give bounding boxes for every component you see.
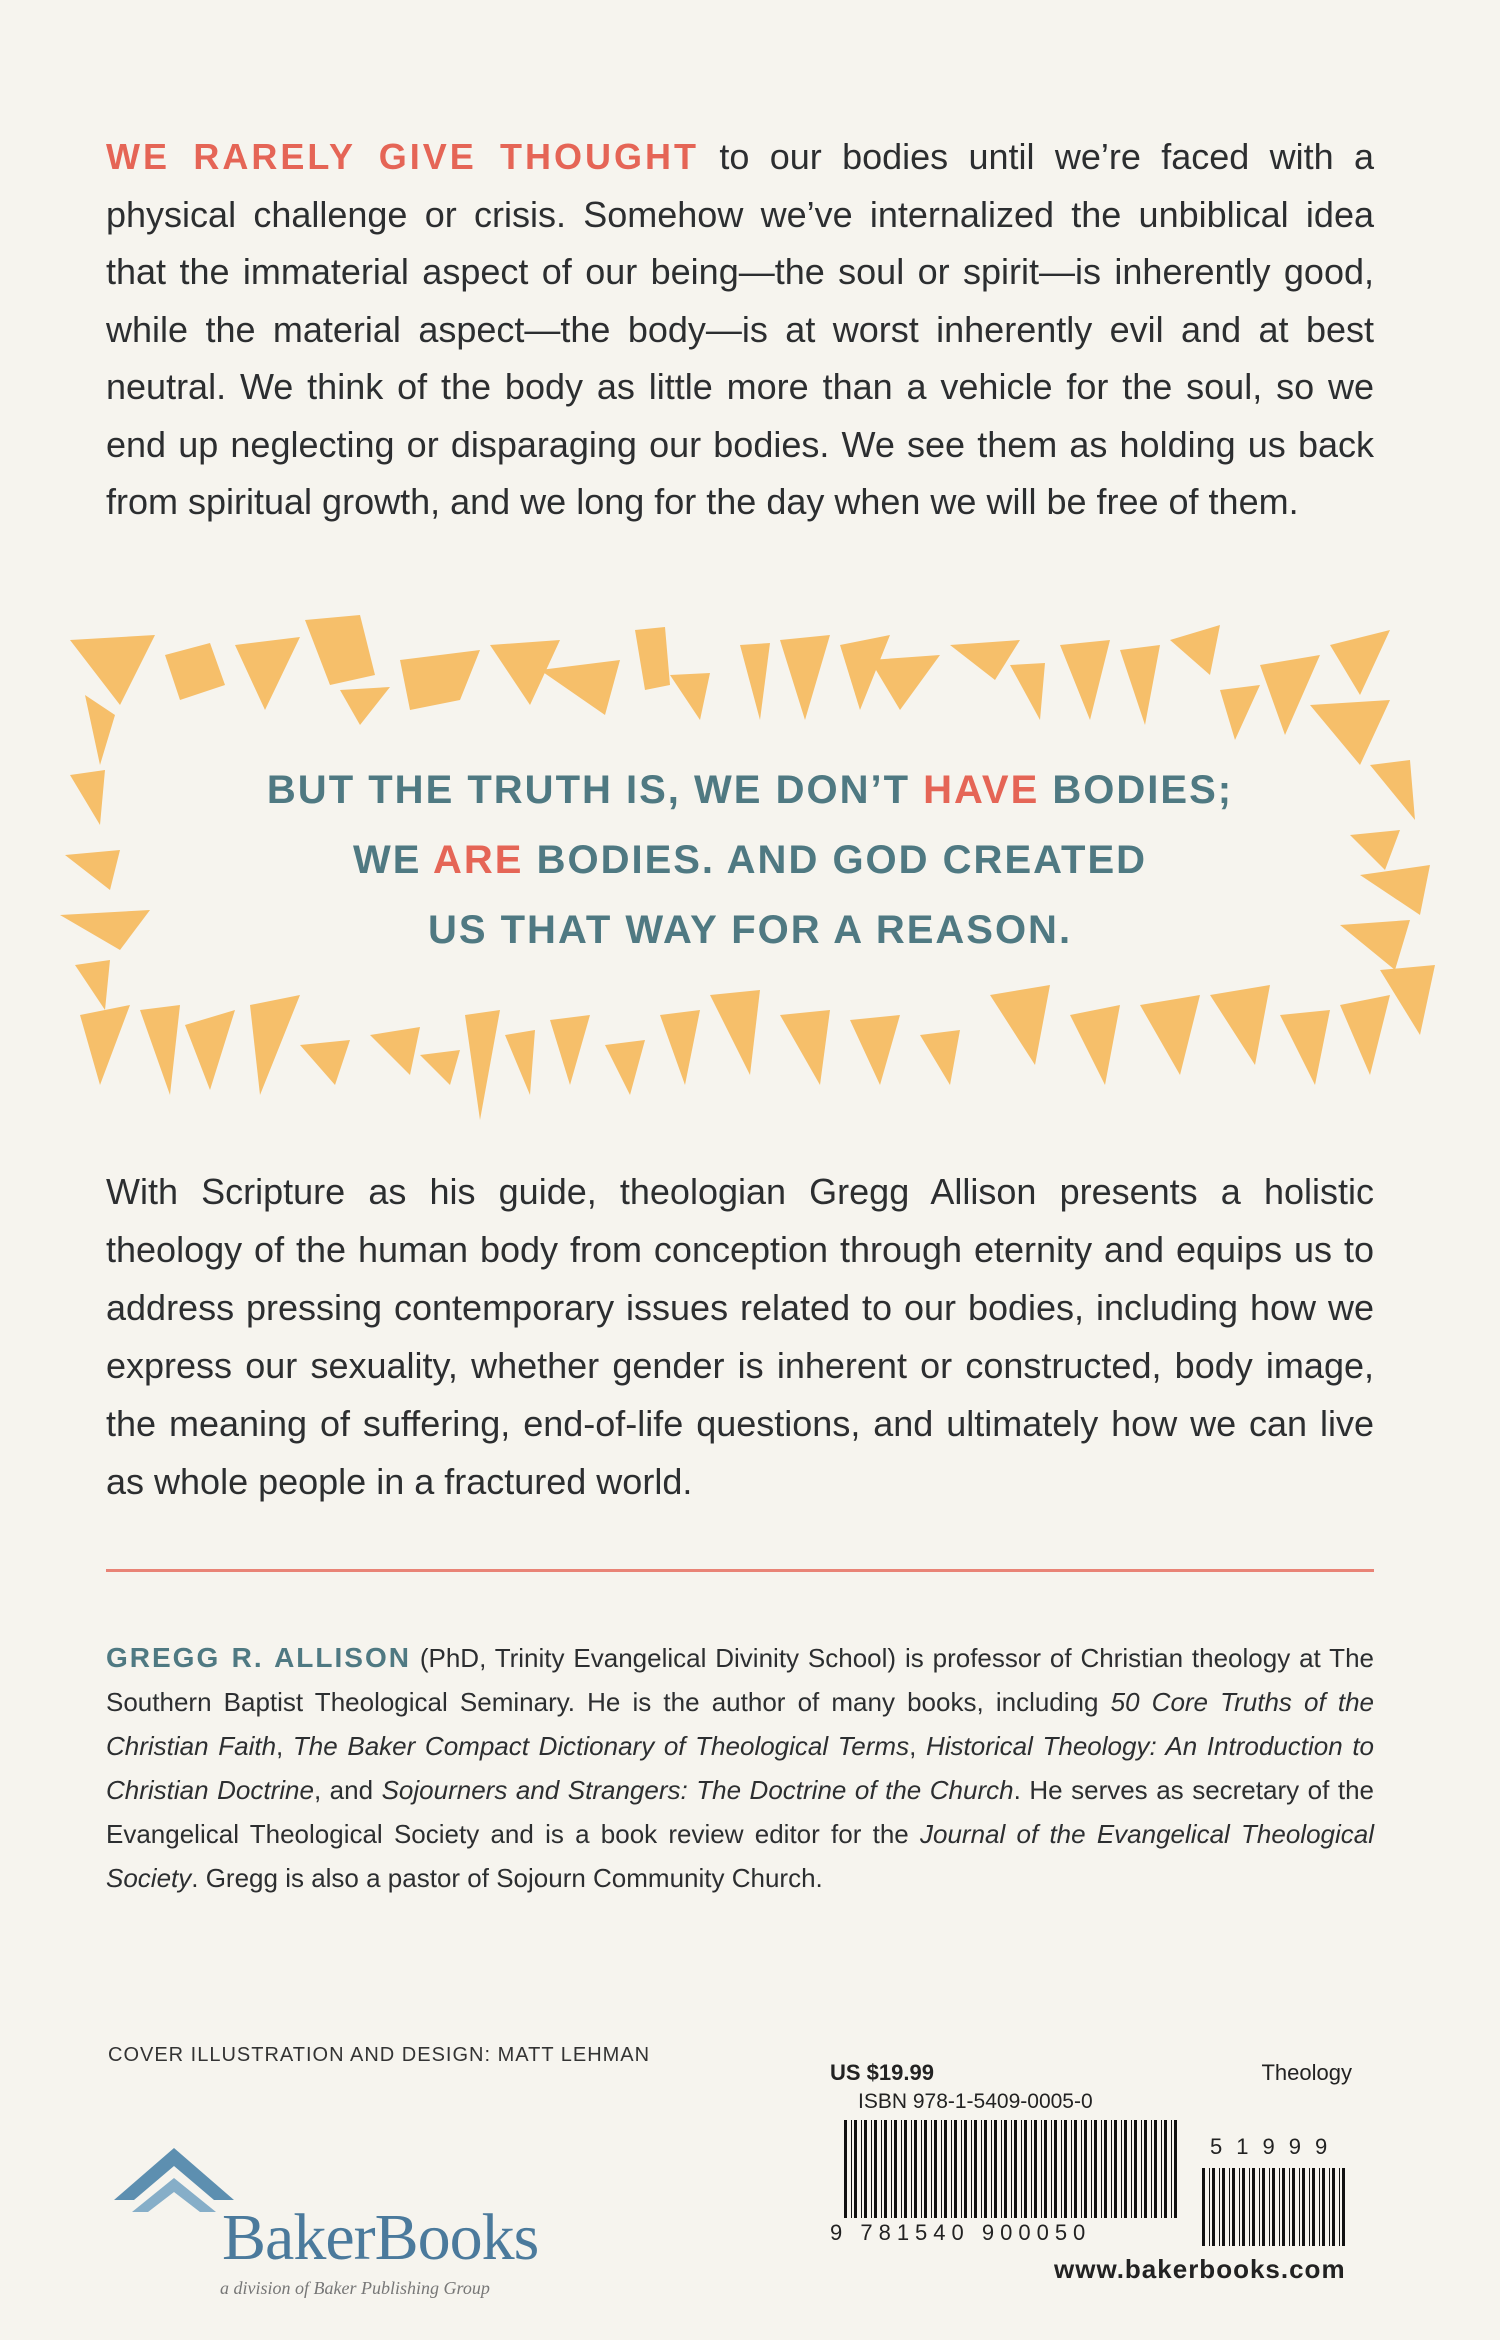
bio-book-1: 50 Core Truths of the Christian Faith (106, 1687, 1374, 1761)
barcode-bar (1272, 2168, 1275, 2246)
barcode-bar (951, 2120, 952, 2218)
bio-text-4: , and (313, 1775, 382, 1805)
barcode-bar (1034, 2120, 1037, 2218)
barcode-bar (974, 2120, 977, 2218)
barcode-bar (1024, 2120, 1027, 2218)
barcode-bar (884, 2120, 887, 2218)
bio-book-3: Historical Theology: An Introduction to Christian Doctrine (106, 1731, 1375, 1805)
barcode-bar (1222, 2168, 1225, 2246)
barcode-addon (1200, 2168, 1350, 2246)
bio-journal: Journal of the Evangelical Theological Society (106, 1819, 1375, 1893)
barcode-addon-digits: 51999 (1210, 2134, 1342, 2159)
barcode-bar (1054, 2120, 1057, 2218)
barcode-bar (1121, 2120, 1122, 2218)
barcode-bar (1171, 2120, 1172, 2218)
barcode-bar (911, 2120, 912, 2218)
barcode-bar (1064, 2120, 1067, 2218)
barcode-bar (1044, 2120, 1047, 2218)
barcode-bar (881, 2120, 882, 2218)
barcode-bar (1212, 2168, 1215, 2246)
intro-lead: WE RARELY GIVE THOUGHT (106, 136, 700, 177)
barcode-bar (1094, 2120, 1097, 2218)
quote-highlight-are: ARE (433, 838, 524, 882)
barcode-bar (1302, 2168, 1305, 2246)
barcode-bar (1339, 2168, 1340, 2246)
bio-text-6: . Gregg is also a pastor of Sojourn Community Church. (191, 1863, 823, 1893)
barcode-bar (871, 2120, 872, 2218)
price: US $19.99 (830, 2060, 934, 2085)
author-name: GREGG R. ALLISON (106, 1642, 411, 1673)
quote-text-3: WE (352, 838, 433, 882)
book-description: With Scripture as his guide, theologian Gregg Allison presents a holistic theology of the human body from conception through eternity and equips us to address pressing contemporary issues related to our bodies, including how we express our sexuality, whether gender is inherent or constructed, body image, the meaning of suffering, end-of-life questions, and ultimately how we can live as whole people in a fractured world. (106, 1171, 1374, 1502)
publisher-tagline: a division of Baker Publishing Group (220, 2278, 490, 2298)
barcode-bar (1309, 2168, 1310, 2246)
barcode-bar (1081, 2120, 1082, 2218)
barcode-bar (1041, 2120, 1042, 2218)
cover-credit: COVER ILLUSTRATION AND DESIGN: MATT LEHMAN (108, 2044, 651, 2066)
barcode-bar (1074, 2120, 1077, 2218)
barcode-bar (991, 2120, 992, 2218)
barcode-bar (1001, 2120, 1002, 2218)
barcode-bar (894, 2120, 897, 2218)
barcode-bar (1322, 2168, 1325, 2246)
bio-text-3: , (909, 1731, 926, 1761)
barcode-bar (1342, 2168, 1345, 2246)
barcode-bar (1161, 2120, 1162, 2218)
barcode-bar (1144, 2120, 1147, 2218)
barcode-bar (1312, 2168, 1315, 2246)
barcode-bar (1269, 2168, 1270, 2246)
intro-paragraph (106, 128, 1374, 531)
barcode-bar (1051, 2120, 1052, 2218)
barcode-bar (1319, 2168, 1320, 2246)
barcode-bar (921, 2120, 922, 2218)
barcode-bar (914, 2120, 917, 2218)
barcode-bar (944, 2120, 947, 2218)
barcode-bar (1084, 2120, 1087, 2218)
barcode-bar (1151, 2120, 1152, 2218)
publisher-logo (104, 2140, 624, 2298)
bio-text-5: . He serves as secretary of the Evangelical Theological Society and is a book review editor for the (106, 1775, 1374, 1849)
publisher-name: BakerBooks (222, 2201, 539, 2274)
barcode-bar (994, 2120, 997, 2218)
category: Theology (1261, 2060, 1352, 2085)
barcode-bar (984, 2120, 987, 2218)
barcode-bar (1061, 2120, 1062, 2218)
barcode-bar (961, 2120, 962, 2218)
barcode-main (842, 2120, 1182, 2218)
bio-text-2: , (276, 1731, 293, 1761)
barcode-bar (904, 2120, 907, 2218)
intro-text: to our bodies until we’re faced with a physical challenge or crisis. Somehow we’ve internalized the unbiblical idea that the immaterial aspect of our being—the soul or spirit—is inherently good, while the material aspect—the body—is at worst inherently evil and at best neutral. We think of the body as little more than a vehicle for the soul, so we end up neglecting or disparaging our bodies. We see them as holding us back from spiritual growth, and we long for the day when we will be free of them. (106, 136, 1374, 522)
barcode-bar (1141, 2120, 1142, 2218)
bio-text-1: (PhD, Trinity Evangelical Divinity School) is professor of Christian theology at The Southern Baptist Theological Seminary. He is the author of many books, including (106, 1643, 1374, 1717)
barcode-bar (1004, 2120, 1007, 2218)
barcode-bar (1209, 2168, 1210, 2246)
barcode-bar (1289, 2168, 1290, 2246)
quote-highlight-have: HAVE (923, 768, 1040, 812)
barcode-bar (861, 2120, 862, 2218)
barcode-bar (1104, 2120, 1107, 2218)
retail-block (830, 2060, 1360, 2290)
barcode-bar (971, 2120, 972, 2218)
barcode-bar (1091, 2120, 1092, 2218)
barcode-bar (1292, 2168, 1295, 2246)
barcode-bar (1114, 2120, 1117, 2218)
barcode-bar (981, 2120, 982, 2218)
barcode-bar (924, 2120, 927, 2218)
barcode-bar (1164, 2120, 1167, 2218)
barcode-bar (1279, 2168, 1280, 2246)
website: www.bakerbooks.com (1054, 2254, 1346, 2284)
barcode-bar (954, 2120, 957, 2218)
barcode-bar (1219, 2168, 1220, 2246)
bio-book-2: The Baker Compact Dictionary of Theological Terms (292, 1731, 910, 1761)
barcode-bar (1011, 2120, 1012, 2218)
barcode-bar (1071, 2120, 1072, 2218)
barcode-bar (1174, 2120, 1177, 2218)
barcode-bar (941, 2120, 942, 2218)
barcode-bar (1014, 2120, 1017, 2218)
barcode-bar (1154, 2120, 1157, 2218)
barcode-bar (1021, 2120, 1022, 2218)
barcode-bar (1262, 2168, 1265, 2246)
barcode-bar (1329, 2168, 1330, 2246)
barcode-bar (1131, 2120, 1132, 2218)
barcode-bar (1259, 2168, 1260, 2246)
barcode-bar (1299, 2168, 1300, 2246)
barcode-bar (874, 2120, 877, 2218)
barcode-bar (1252, 2168, 1255, 2246)
barcode-bar (901, 2120, 902, 2218)
barcode-bar (1332, 2168, 1335, 2246)
pull-quote (170, 755, 1330, 965)
quote-text-4: BODIES. AND GOD CREATED (523, 838, 1148, 882)
barcode-bar (964, 2120, 967, 2218)
barcode-bar (844, 2120, 847, 2218)
author-bio (106, 1636, 1374, 1900)
barcode-bar (1031, 2120, 1032, 2218)
barcode-bar (934, 2120, 937, 2218)
barcode-bar (1242, 2168, 1245, 2246)
quote-text-2: BODIES; (1039, 768, 1234, 812)
barcode-bar (1229, 2168, 1230, 2246)
barcode-bar (851, 2120, 852, 2218)
barcode-bar (1232, 2168, 1235, 2246)
quote-text-1: BUT THE TRUTH IS, WE DON’T (266, 768, 924, 812)
barcode-bar (854, 2120, 857, 2218)
barcode-bar (864, 2120, 867, 2218)
isbn: ISBN 978-1-5409-0005-0 (858, 2090, 1093, 2113)
barcode-digits: 9 781540 900050 (830, 2220, 1092, 2245)
divider-rule (106, 1569, 1374, 1572)
barcode-bar (1134, 2120, 1137, 2218)
barcode-bar (1282, 2168, 1285, 2246)
barcode-bar (1111, 2120, 1112, 2218)
bio-book-4: Sojourners and Strangers: The Doctrine of the Church (381, 1775, 1014, 1805)
barcode-bar (891, 2120, 892, 2218)
barcode-bar (1124, 2120, 1127, 2218)
barcode-bar (1101, 2120, 1102, 2218)
barcode-bar (1249, 2168, 1250, 2246)
barcode-bar (1239, 2168, 1240, 2246)
barcode-bar (1202, 2168, 1205, 2246)
barcode-bar (931, 2120, 932, 2218)
quote-text-5: US THAT WAY FOR A REASON. (427, 908, 1073, 952)
